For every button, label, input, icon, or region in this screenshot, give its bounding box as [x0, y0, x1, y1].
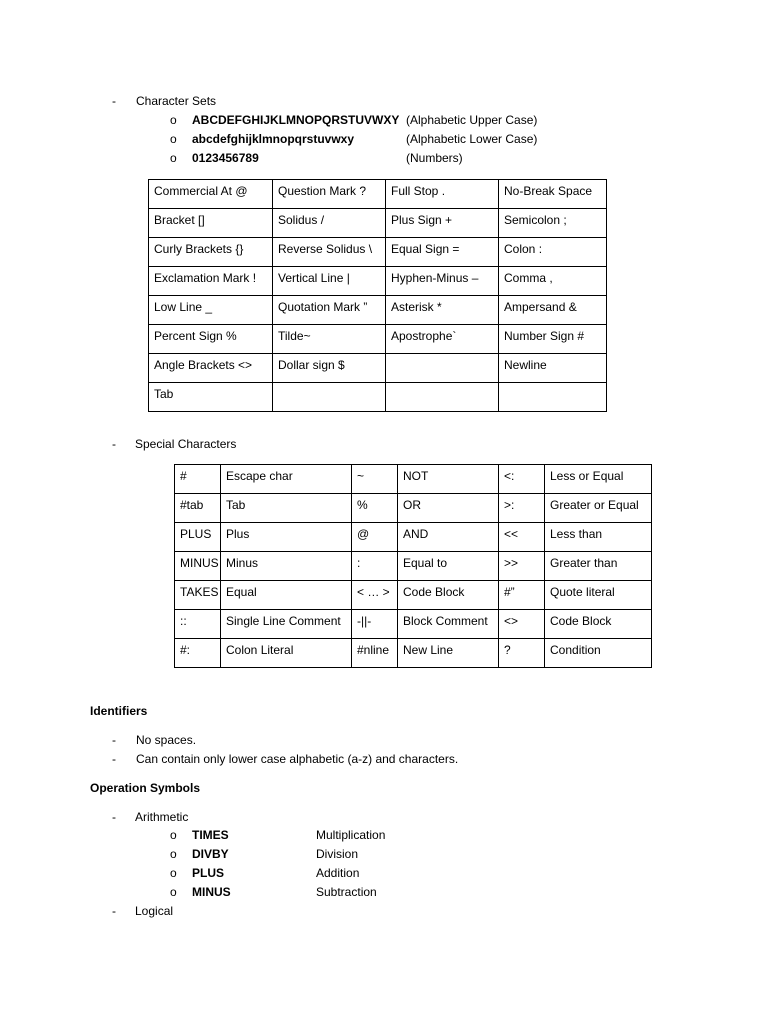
special-table-cell: Code Block	[398, 581, 499, 610]
special-table-cell: Quote literal	[545, 581, 652, 610]
character-table-cell: Angle Brackets <>	[149, 354, 273, 383]
character-table-cell: Bracket []	[149, 209, 273, 238]
character-table-cell: Apostrophe`	[386, 325, 499, 354]
special-table-cell: Escape char	[221, 465, 352, 494]
character-table-cell: Tab	[149, 383, 273, 412]
list-dash: -	[112, 733, 116, 747]
character-table-cell: Number Sign #	[499, 325, 607, 354]
character-table-cell: Colon :	[499, 238, 607, 267]
character-table-cell: Percent Sign %	[149, 325, 273, 354]
character-table-row	[149, 209, 607, 238]
arith-meaning: Division	[316, 847, 359, 861]
special-table-cell: -||-	[352, 610, 398, 639]
character-table-cell: Full Stop .	[386, 180, 499, 209]
character-table-cell: Quotation Mark ”	[273, 296, 386, 325]
special-table-cell: ?	[499, 639, 545, 668]
character-table-cell: Low Line _	[149, 296, 273, 325]
special-table-row	[175, 552, 652, 581]
character-table-cell: Curly Brackets {}	[149, 238, 273, 267]
special-table-cell: Greater than	[545, 552, 652, 581]
special-table-cell: Block Comment	[398, 610, 499, 639]
character-table-cell: Equal Sign =	[386, 238, 499, 267]
arith-meaning: Addition	[316, 866, 360, 880]
special-table-cell: Equal to	[398, 552, 499, 581]
character-table-cell: Reverse Solidus \	[273, 238, 386, 267]
character-table-cell: Vertical Line |	[273, 267, 386, 296]
identifier-rule: No spaces.	[136, 733, 197, 747]
character-table-row	[149, 180, 607, 209]
list-dash: -	[112, 752, 116, 766]
arith-meaning: Subtraction	[316, 885, 377, 899]
sub-bullet: o	[170, 885, 177, 899]
character-table-cell: Solidus /	[273, 209, 386, 238]
special-table-cell: TAKES	[175, 581, 221, 610]
special-table-row	[175, 465, 652, 494]
character-table-cell	[273, 383, 386, 412]
character-table-cell: Commercial At @	[149, 180, 273, 209]
special-table-row	[175, 610, 652, 639]
special-table-cell: :	[352, 552, 398, 581]
sub-bullet: o	[170, 113, 177, 127]
special-table-cell: #:	[175, 639, 221, 668]
character-table-cell	[499, 383, 607, 412]
special-table-cell: #tab	[175, 494, 221, 523]
special-table-cell: MINUS	[175, 552, 221, 581]
character-table-cell: Semicolon ;	[499, 209, 607, 238]
character-table-cell: Question Mark ?	[273, 180, 386, 209]
special-table-cell: AND	[398, 523, 499, 552]
lowercase-desc: (Alphabetic Lower Case)	[406, 132, 538, 146]
special-table-cell: Greater or Equal	[545, 494, 652, 523]
special-table-cell: Colon Literal	[221, 639, 352, 668]
special-table-cell: ::	[175, 610, 221, 639]
character-table	[148, 179, 607, 412]
special-table-cell: #”	[499, 581, 545, 610]
uppercase-desc: (Alphabetic Upper Case)	[406, 113, 538, 127]
character-table-cell: Hyphen-Minus –	[386, 267, 499, 296]
uppercase-set: ABCDEFGHIJKLMNOPQRSTUVWXY	[192, 113, 400, 127]
character-table-cell: Dollar sign $	[273, 354, 386, 383]
identifiers-heading: Identifiers	[90, 704, 148, 718]
character-table-row	[149, 354, 607, 383]
sub-bullet: o	[170, 828, 177, 842]
logical-label: Logical	[135, 904, 174, 918]
special-table-cell: Plus	[221, 523, 352, 552]
special-table-cell: < … >	[352, 581, 398, 610]
special-table-row	[175, 494, 652, 523]
special-table-cell: Less or Equal	[545, 465, 652, 494]
special-table-cell: >>	[499, 552, 545, 581]
lowercase-set: abcdefghijklmnopqrstuvwxy	[192, 132, 355, 146]
sub-bullet: o	[170, 151, 177, 165]
special-table-cell: #nline	[352, 639, 398, 668]
special-table-cell: Single Line Comment	[221, 610, 352, 639]
character-table-cell: No-Break Space	[499, 180, 607, 209]
character-table-row	[149, 238, 607, 267]
special-table-cell: %	[352, 494, 398, 523]
special-table-cell: Minus	[221, 552, 352, 581]
character-table-cell	[386, 354, 499, 383]
special-table-cell: NOT	[398, 465, 499, 494]
character-table-row	[149, 325, 607, 354]
character-table-row	[149, 383, 607, 412]
special-table-cell: Less than	[545, 523, 652, 552]
sub-bullet: o	[170, 132, 177, 146]
character-table-row	[149, 296, 607, 325]
sub-bullet: o	[170, 847, 177, 861]
character-table-cell: Asterisk *	[386, 296, 499, 325]
special-table-cell: New Line	[398, 639, 499, 668]
arith-symbol: PLUS	[192, 866, 225, 880]
character-table-cell: Plus Sign +	[386, 209, 499, 238]
special-table-cell: <>	[499, 610, 545, 639]
special-table-row	[175, 581, 652, 610]
character-table-cell	[386, 383, 499, 412]
arith-symbol: TIMES	[192, 828, 229, 842]
arith-symbol: MINUS	[192, 885, 231, 899]
special-table-row	[175, 523, 652, 552]
character-table-cell: Ampersand &	[499, 296, 607, 325]
special-table-cell: PLUS	[175, 523, 221, 552]
special-table-cell: OR	[398, 494, 499, 523]
special-table-cell: Tab	[221, 494, 352, 523]
special-table-cell: <:	[499, 465, 545, 494]
special-table-cell: Equal	[221, 581, 352, 610]
sub-bullet: o	[170, 866, 177, 880]
special-table-cell: ~	[352, 465, 398, 494]
special-table-cell: @	[352, 523, 398, 552]
arith-meaning: Multiplication	[316, 828, 386, 842]
list-dash: -	[112, 437, 116, 451]
character-table-cell: Exclamation Mark !	[149, 267, 273, 296]
special-table-cell: >:	[499, 494, 545, 523]
character-table-cell: Tilde~	[273, 325, 386, 354]
character-table-row	[149, 267, 607, 296]
special-table-cell: <<	[499, 523, 545, 552]
operation-symbols-heading: Operation Symbols	[90, 781, 201, 795]
special-characters-label: Special Characters	[135, 437, 237, 451]
special-table-cell: Condition	[545, 639, 652, 668]
special-table-cell: #	[175, 465, 221, 494]
character-table-cell: Comma ,	[499, 267, 607, 296]
number-set: 0123456789	[192, 151, 259, 165]
character-table-cell: Newline	[499, 354, 607, 383]
number-desc: (Numbers)	[406, 151, 463, 165]
arith-symbol: DIVBY	[192, 847, 229, 861]
list-dash: -	[112, 94, 116, 108]
arithmetic-label: Arithmetic	[135, 810, 189, 824]
list-dash: -	[112, 904, 116, 918]
character-sets-label: Character Sets	[136, 94, 217, 108]
list-dash: -	[112, 810, 116, 824]
special-table-cell: Code Block	[545, 610, 652, 639]
identifier-rule: Can contain only lower case alphabetic (a-z) and characters.	[136, 752, 459, 766]
special-table-row	[175, 639, 652, 668]
special-characters-table	[174, 464, 652, 668]
